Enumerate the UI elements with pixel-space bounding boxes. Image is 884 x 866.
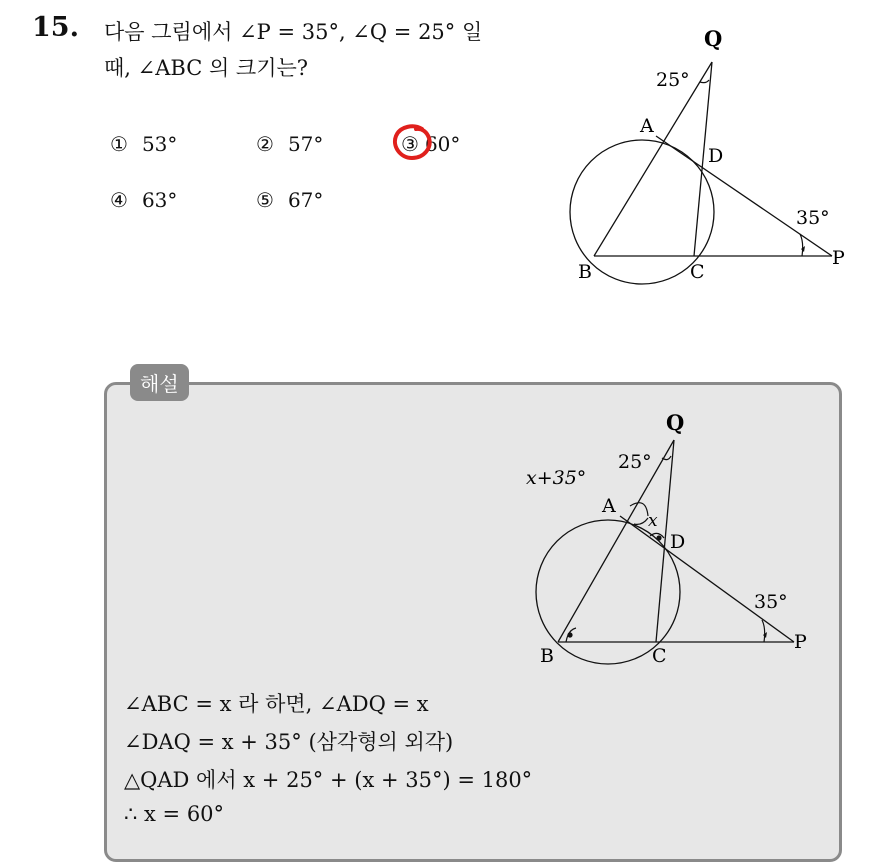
solution-label-c: C: [652, 645, 667, 667]
solution-angle-x-arc: [634, 518, 648, 524]
solution-angle-a-arc: [630, 503, 648, 516]
label-p: P: [832, 247, 845, 269]
solution-label-angle-x: x: [648, 511, 658, 531]
question-text-line1: 다음 그림에서 ∠P = 35°, ∠Q = 25° 일: [104, 20, 483, 44]
choice-1-mark: ①: [110, 132, 128, 156]
choice-1[interactable]: [110, 132, 177, 156]
label-a: A: [640, 115, 654, 137]
choice-5-mark: ⑤: [256, 188, 274, 212]
label-q: Q: [704, 26, 723, 51]
choice-3-mark: ③: [401, 132, 419, 156]
problem-figure: [560, 20, 860, 290]
solution-label-angle-q: 25°: [618, 451, 652, 473]
solution-angle-p-arc: [762, 620, 765, 642]
solution-label-q: Q: [666, 410, 685, 435]
solution-line-2: ∠DAQ = x + 35° (삼각형의 외각): [124, 730, 454, 754]
solution-figure: [522, 406, 822, 672]
choice-2[interactable]: [256, 132, 323, 156]
selected-answer-circle: [392, 124, 434, 162]
question-text-line2: 때, ∠ABC 의 크기는?: [104, 56, 309, 80]
choice-3-value: 60°: [424, 132, 461, 156]
solution-line-3: △QAD 에서 x + 25° + (x + 35°) = 180°: [124, 768, 533, 792]
question-number: 15.: [32, 12, 79, 43]
solution-line-4: ∴ x = 60°: [124, 802, 225, 826]
label-angle-q: 25°: [656, 69, 690, 91]
choice-5[interactable]: [256, 188, 323, 212]
line-bq: [594, 62, 712, 256]
angle-p-arc: [800, 234, 803, 256]
label-c: C: [690, 261, 705, 283]
choice-1-value: 53°: [141, 132, 178, 156]
choice-2-mark: ②: [256, 132, 274, 156]
solution-line-1: ∠ABC = x 라 하면, ∠ADQ = x: [124, 692, 429, 716]
solution-line-ap: [620, 516, 794, 642]
solution-badge: 해설: [130, 364, 189, 401]
choice-2-value: 57°: [287, 132, 324, 156]
solution-label-d: D: [670, 531, 686, 553]
solution-label-b: B: [540, 645, 554, 667]
choice-4[interactable]: [110, 188, 177, 212]
line-ap: [656, 136, 832, 256]
label-d: D: [708, 145, 724, 167]
choice-5-value: 67°: [287, 188, 324, 212]
solution-angle-d-dot: [656, 535, 661, 540]
solution-angle-b-dot: [567, 632, 572, 637]
label-b: B: [578, 261, 592, 283]
solution-label-angle-a-ext: x+35°: [526, 467, 587, 489]
choice-4-mark: ④: [110, 188, 128, 212]
choice-4-value: 63°: [141, 188, 178, 212]
label-angle-p: 35°: [796, 207, 830, 229]
solution-label-angle-p: 35°: [754, 591, 788, 613]
solution-label-a: A: [602, 495, 616, 517]
solution-label-p: P: [794, 631, 807, 653]
